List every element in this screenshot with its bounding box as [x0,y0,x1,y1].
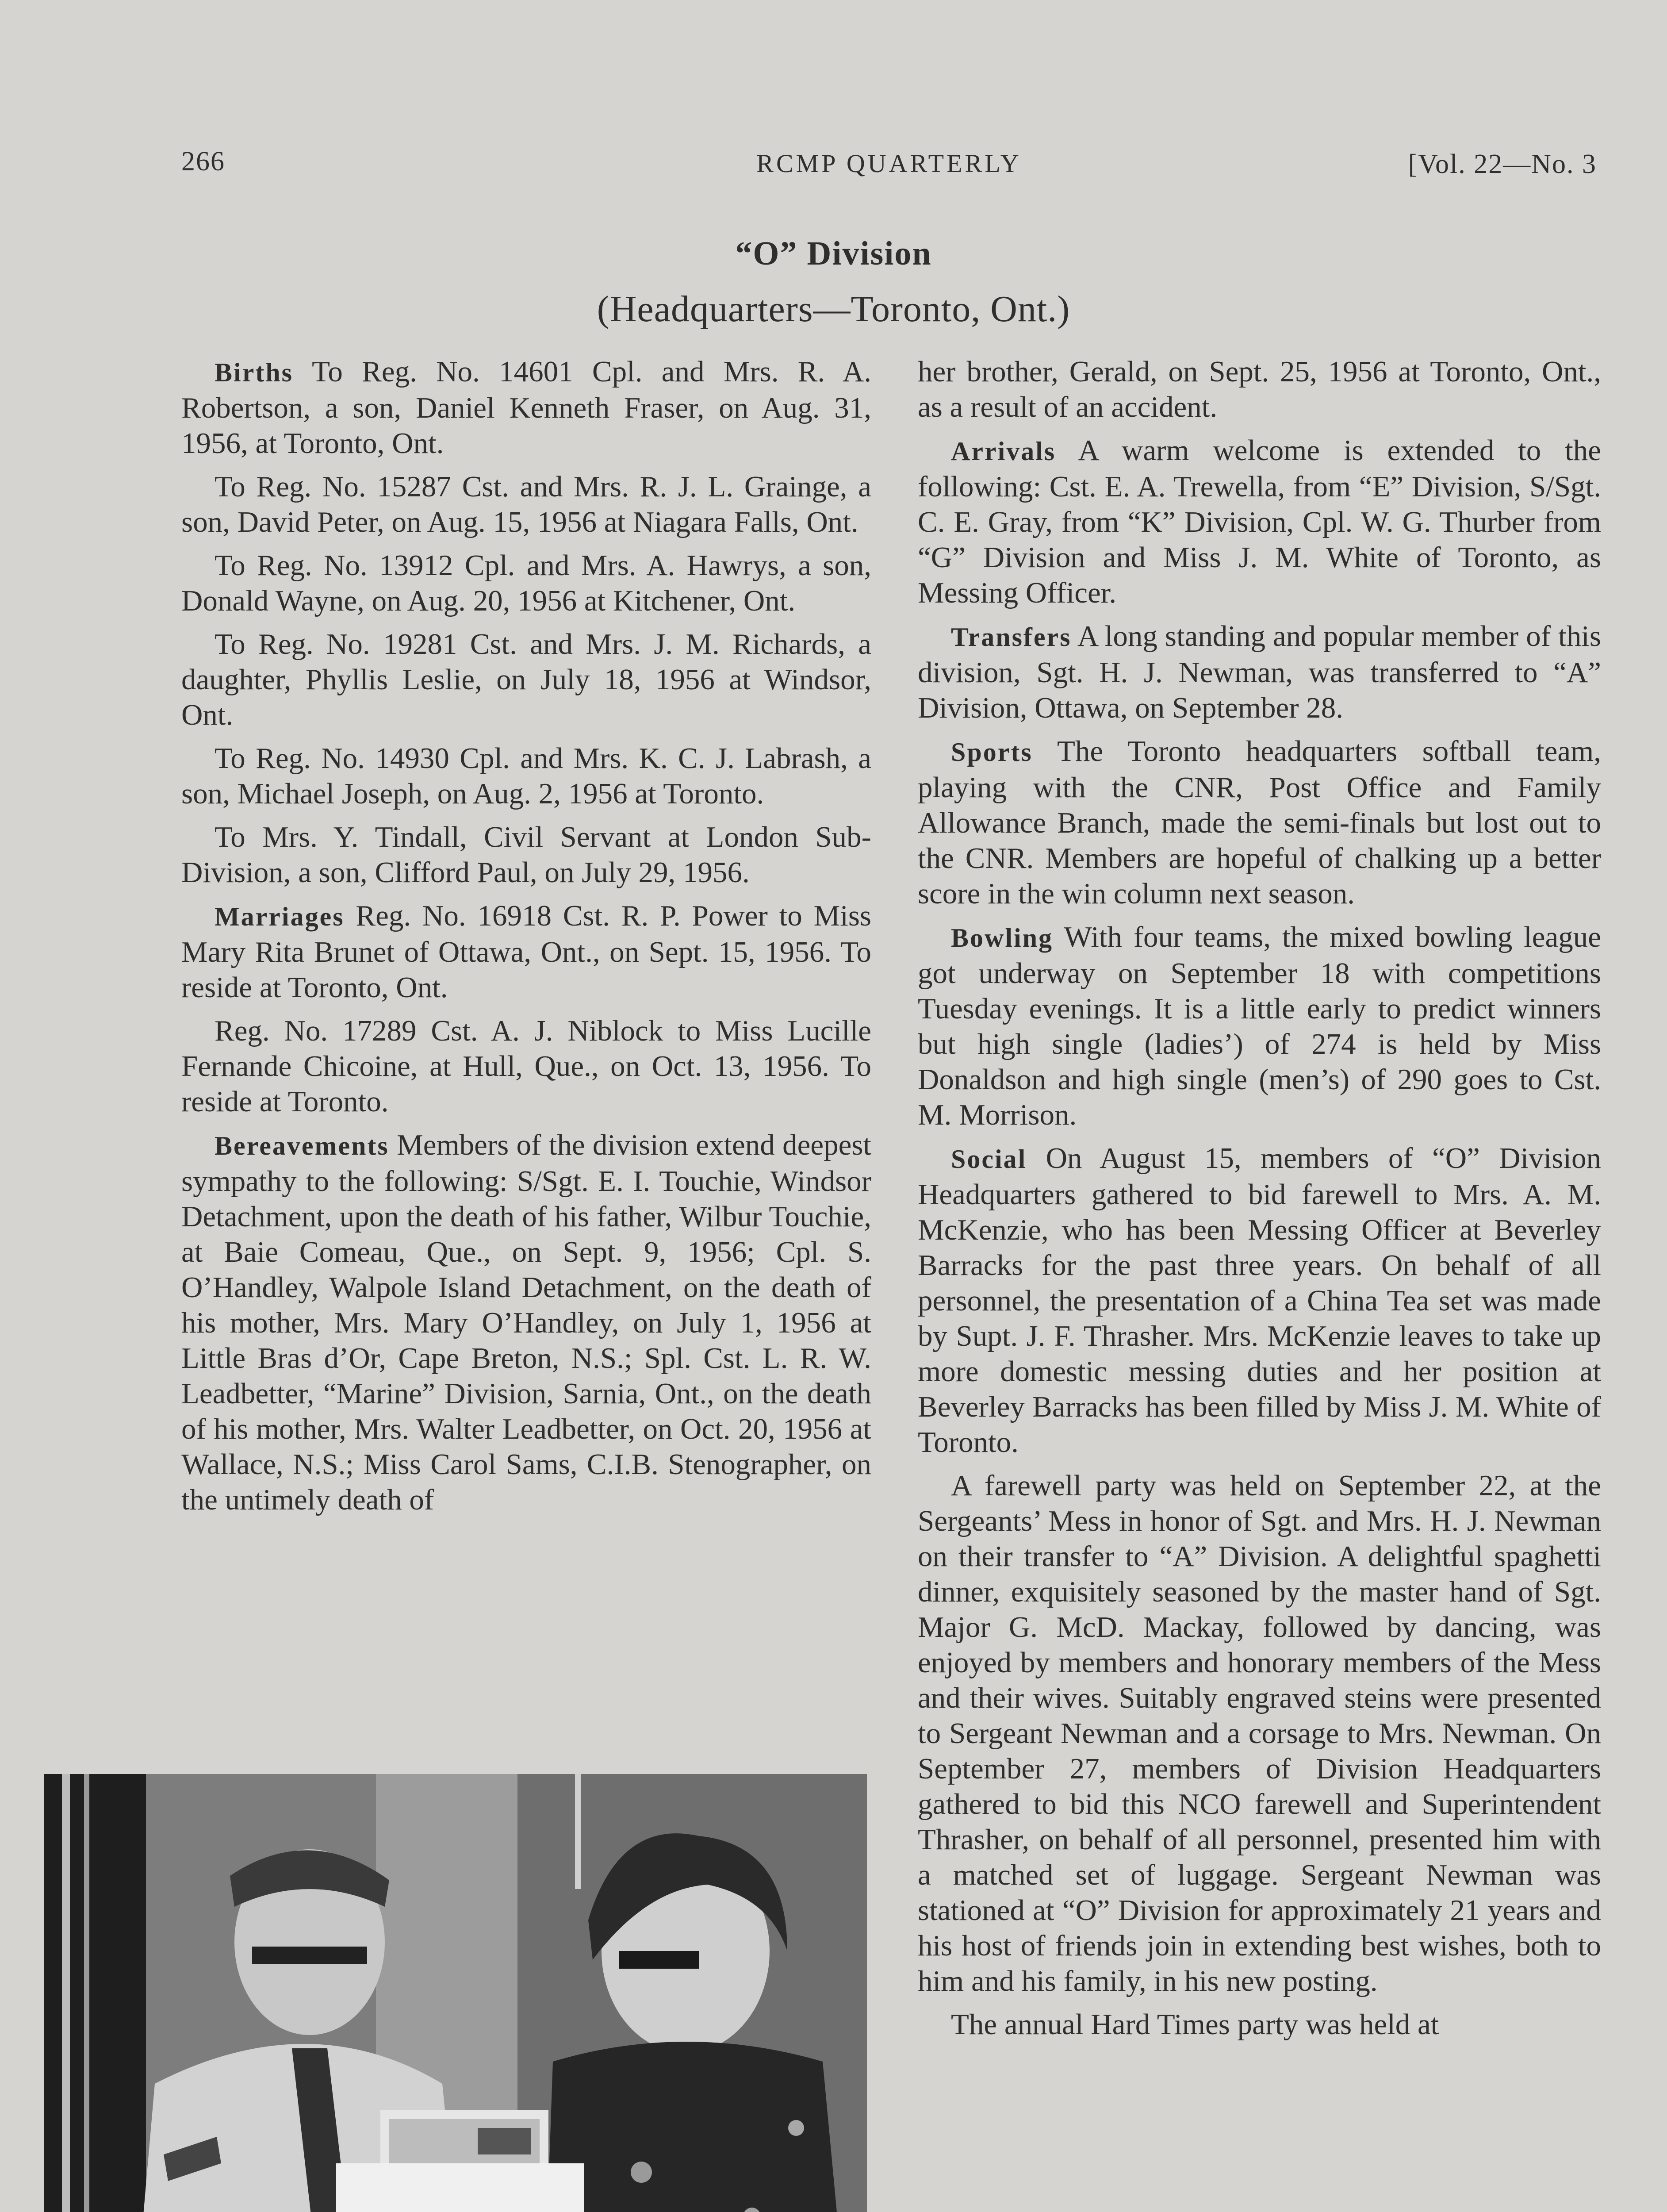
paragraph-text: Reg. No. 16918 Cst. R. P. Power to Miss Mary Rita Brunet of Ottawa, Ont., on Sept. 15, 1956. To reside at Toronto, Ont. [181,899,871,1004]
section-title: “O” Division [735,235,932,272]
paragraph [918,1468,1601,1999]
paragraph-heading: Transfers [951,622,1072,652]
page-number: 266 [181,146,225,177]
paragraph [181,548,871,618]
paragraph-heading: Bowling [951,923,1054,952]
right-column [918,354,1601,2050]
paragraph [181,1127,871,1517]
paragraph-text: The Toronto headquarters softball team, playing with the CNR, Post Office and Family Allowance Branch, made the semi-finals but lost out to the CNR. Members are hopeful of chalking up a better score in the win column next season. [918,735,1601,910]
left-column [181,354,871,1525]
paragraph-text: To Reg. No. 13912 Cpl. and Mrs. A. Hawrys, a son, Donald Wayne, on Aug. 20, 1956 at Kitchener, Ont. [181,549,871,617]
paragraph [181,626,871,733]
paragraph-text: With four teams, the mixed bowling league got underway on September 18 with competitions Tuesday evenings. It is a little early to predict winners but high single (ladies’) of 274 is held by Miss Donaldson and high single (men’s) of 290 goes to Cst. M. Morrison. [918,921,1602,1131]
paragraph-text: A farewell party was held on September 22, at the Sergeants’ Mess in honor of Sgt. and Mrs. H. J. Newman on their transfer to “A” Division. A delightful spaghetti dinner, exquisitely seasoned by the master hand of Sgt. Major G. McD. Mackay, followed by dancing, was enjoyed by members and honorary members of the Mess and their wives. Suitably engraved steins were presented to Sergeant Newman and a corsage to Mrs. Newman. On September 27, members of Division Headquarters gathered to bid this NCO farewell and Superintendent Thrasher, on behalf of all personnel, presented him with a matched set of luggage. Sergeant Newman was stationed at “O” Division for approximately 21 years and his host of friends join in extending best wishes, both to him and his family, in his new posting. [918,1469,1601,1997]
paragraph-text: To Mrs. Y. Tindall, Civil Servant at London Sub-Division, a son, Clifford Paul, on July 29, 1956. [181,821,871,889]
paragraph-heading: Births [215,358,294,387]
paragraph-text: To Reg. No. 14930 Cpl. and Mrs. K. C. J. Labrash, a son, Michael Joseph, on Aug. 2, 1956 at Toronto. [181,742,871,810]
paragraph [181,819,871,890]
paragraph [918,2007,1601,2042]
paragraph [918,919,1601,1133]
paragraph-text: To Reg. No. 19281 Cst. and Mrs. J. M. Richards, a daughter, Phyllis Leslie, on July 18, 1956 at Windsor, Ont. [181,628,871,731]
paragraph-text: On August 15, members of “O” Division Headquarters gathered to bid farewell to Mrs. A. M. McKenzie, who has been Messing Officer at Beverley Barracks for the past three years. On behalf of all personnel, the presentation of a China Tea set was made by Supt. J. F. Thrasher. Mrs. McKenzie leaves to take up more domestic messing duties and her position at Beverley Barracks has been filled by Miss J. M. White of Toronto. [918,1142,1601,1459]
magazine-title: RCMP QUARTERLY [756,149,1022,178]
paragraph [918,433,1601,611]
paragraph-text: Reg. No. 17289 Cst. A. J. Niblock to Miss Lucille Fernande Chicoine, at Hull, Que., on Oct. 13, 1956. To reside at Toronto. [181,1014,871,1118]
paragraph-text: her brother, Gerald, on Sept. 25, 1956 at Toronto, Ont., as a result of an accident. [918,355,1601,423]
section-subtitle: (Headquarters—Toronto, Ont.) [597,288,1070,330]
paragraph [181,1013,871,1119]
paragraph [181,898,871,1005]
paragraph [918,354,1601,425]
paragraph [918,733,1601,911]
paragraph-text: The annual Hard Times party was held at [951,2008,1439,2041]
paragraph [918,1141,1601,1460]
paragraph-heading: Sports [951,737,1033,767]
presentation-photo [44,1774,867,2212]
paragraph-text: To Reg. No. 15287 Cst. and Mrs. R. J. L. Grainge, a son, David Peter, on Aug. 15, 1956 at Niagara Falls, Ont. [181,470,871,538]
paragraph-text: Members of the division extend deepest sympathy to the following: S/Sgt. E. I. Touchie, Windsor Detachment, upon the death of his father, Wilbur Touchie, at Baie Comeau, Que., on Sept. 9, 1956; Cpl. S. O’Handley, Walpole Island Detachment, on the death of his mother, Mrs. Mary O’Handley, on July 1, 1956 at Little Bras d’Or, Cape Breton, N.S.; Spl. Cst. L. R. W. Leadbetter, “Marine” Division, Sarnia, Ont., on the death of his mother, Mrs. Walter Leadbetter, on Oct. 20, 1956 at Wallace, N.S.; Miss Carol Sams, C.I.B. Stenographer, on the untimely death of [181,1129,872,1516]
paragraph-heading: Arrivals [951,437,1056,466]
paragraph-heading: Social [951,1144,1027,1174]
paragraph [181,354,871,461]
paragraph-text: A warm welcome is extended to the following: Cst. E. A. Trewella, from “E” Division, S/Sgt. C. E. Gray, from “K” Division, Cpl. W. G. Thurber from “G” Division and Miss J. M. White of Toronto, as Messing Officer. [918,434,1601,609]
photo-illustration [44,1774,867,2212]
volume-info: [Vol. 22—No. 3 [1408,149,1597,179]
paragraph [181,469,871,540]
paragraph [918,618,1601,726]
paragraph-heading: Marriages [215,902,345,931]
paragraph-text: To Reg. No. 14601 Cpl. and Mrs. R. A. Robertson, a son, Daniel Kenneth Fraser, on Aug. 31, 1956, at Toronto, Ont. [181,355,871,460]
paragraph [181,741,871,811]
paragraph-heading: Bereavements [215,1131,389,1160]
paragraph-text: A long standing and popular member of this division, Sgt. H. J. Newman, was transferred to “A” Division, Ottawa, on September 28. [918,620,1601,724]
